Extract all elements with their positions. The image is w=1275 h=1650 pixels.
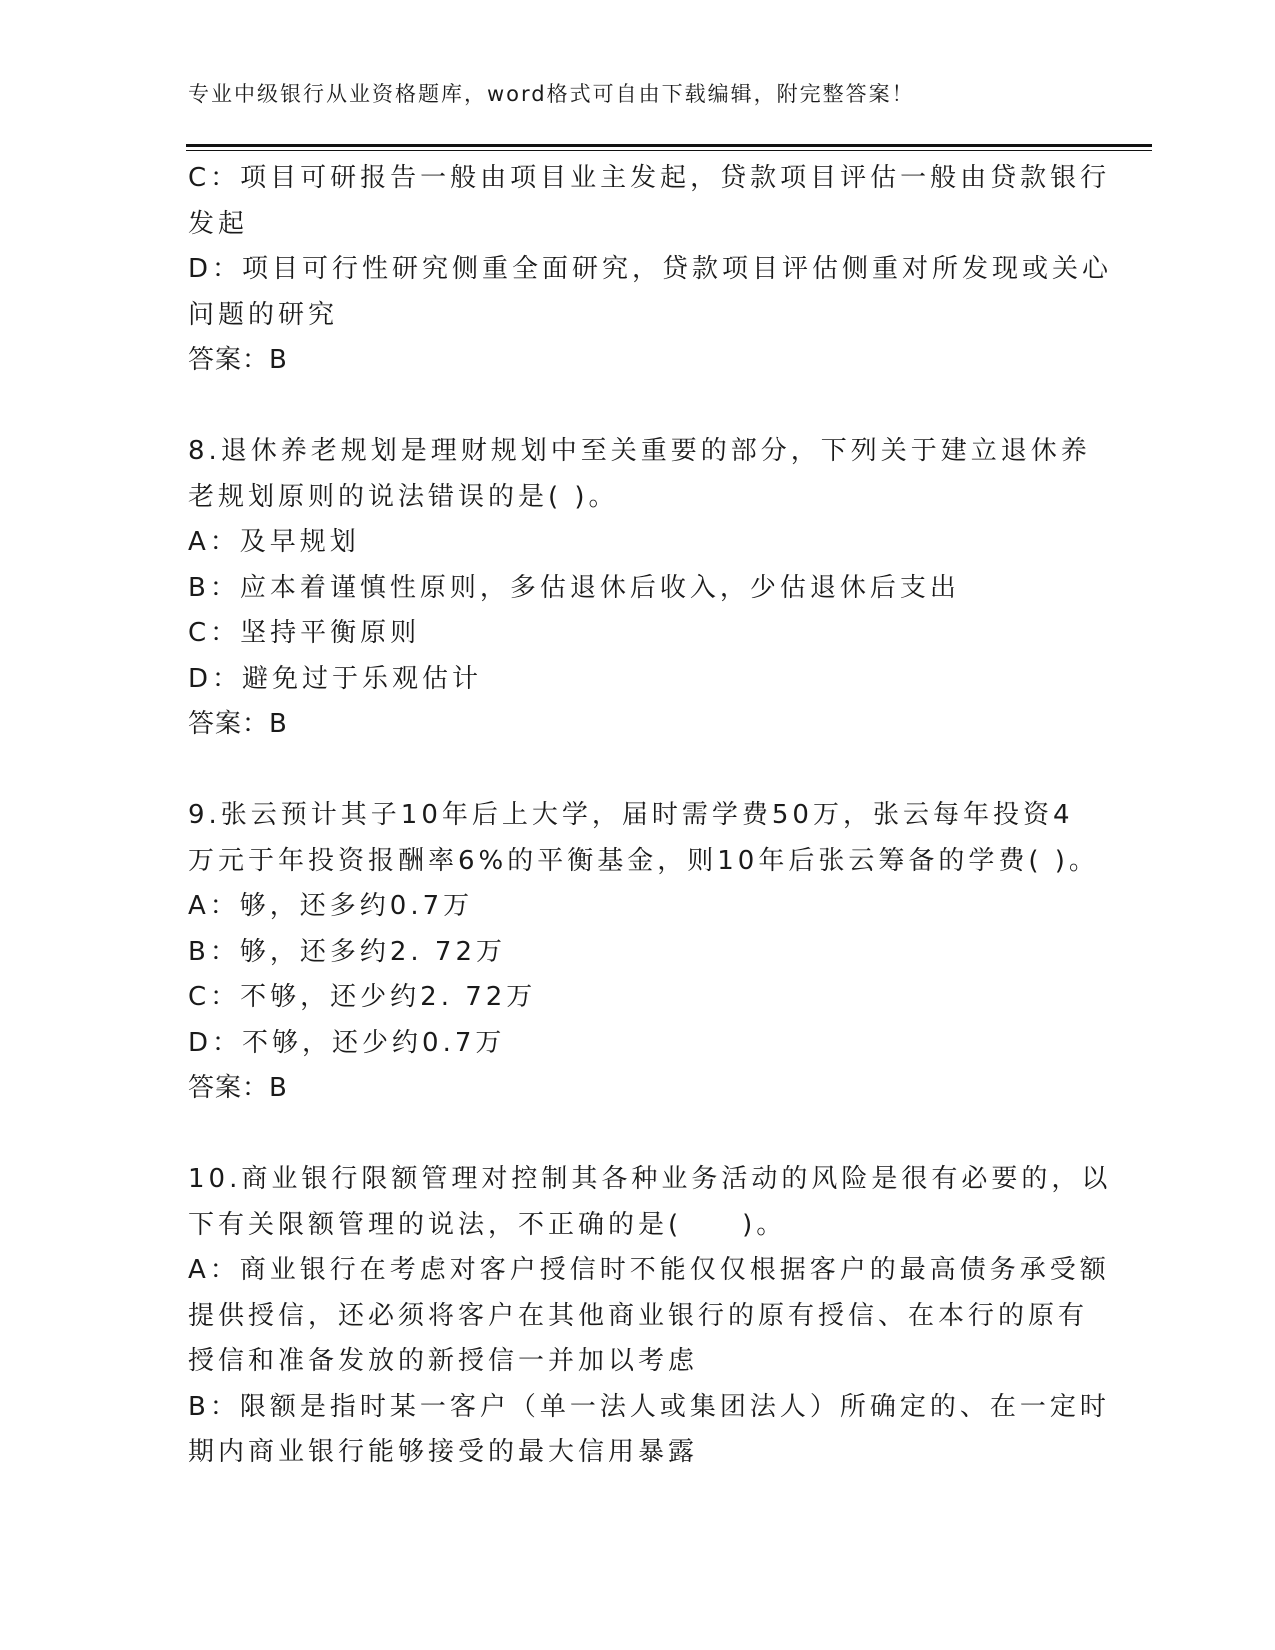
q9-option-d: D：不够，还少约0.7万	[188, 1027, 506, 1058]
q10-option-a-line-1: A：商业银行在考虑对客户授信时不能仅仅根据客户的最高债务承受额	[188, 1255, 1110, 1285]
q10-stem-line-1: 10.商业银行限额管理对控制其各种业务活动的风险是很有必要的，以	[188, 1164, 1112, 1194]
page-header: 专业中级银行从业资格题库，word格式可自由下载编辑，附完整答案！	[188, 82, 915, 106]
q7-option-d-line-1: D：项目可行性研究侧重全面研究，贷款项目评估侧重对所发现或关心	[188, 254, 1113, 284]
q9-answer: 答案：B	[188, 1073, 288, 1103]
q9-option-b: B：够，还多约2. 72万	[188, 936, 506, 967]
q9-stem-line-1: 9.张云预计其子10年后上大学，届时需学费50万，张云每年投资4	[188, 800, 1074, 830]
q7-option-d-line-2: 问题的研究	[188, 299, 339, 330]
q8-option-a: A：及早规划	[188, 527, 360, 557]
q8-option-b: B：应本着谨慎性原则，多估退休后收入，少估退休后支出	[188, 572, 960, 603]
q10-option-b-line-1: B：限额是指时某一客户（单一法人或集团法人）所确定的、在一定时	[188, 1391, 1110, 1422]
q8-answer: 答案：B	[188, 709, 288, 739]
header-rule-thin	[186, 150, 1152, 151]
q9-option-c: C：不够，还少约2. 72万	[188, 982, 537, 1012]
q10-option-a-line-3: 授信和准备发放的新授信一并加以考虑	[188, 1346, 699, 1376]
q10-option-a-line-2: 提供授信，还必须将客户在其他商业银行的原有授信、在本行的原有	[188, 1300, 1089, 1331]
spacer	[188, 748, 1088, 794]
q9-option-a: A：够，还多约0.7万	[188, 891, 474, 921]
document-body	[188, 156, 1113, 1476]
spacer	[188, 384, 1088, 430]
q7-option-c-line-1: C：项目可研报告一般由项目业主发起，贷款项目评估一般由贷款银行	[188, 163, 1111, 193]
q8-stem-line-1: 8.退休养老规划是理财规划中至关重要的部分，下列关于建立退休养	[188, 436, 1091, 466]
q8-stem-line-2: 老规划原则的说法错误的是( )。	[188, 481, 619, 512]
q8-option-c: C：坚持平衡原则	[188, 618, 421, 648]
q10-option-b-line-2: 期内商业银行能够接受的最大信用暴露	[188, 1437, 699, 1467]
q7-answer: 答案：B	[188, 345, 288, 375]
q7-option-c-line-2: 发起	[188, 208, 249, 239]
q9-stem-line-2: 万元于年投资报酬率6%的平衡基金，则10年后张云筹备的学费( )。	[188, 845, 1099, 876]
header-rule-thick	[186, 144, 1152, 147]
q8-option-d: D：避免过于乐观估计	[188, 663, 483, 694]
q10-stem-line-2: 下有关限额管理的说法，不正确的是( )。	[188, 1209, 787, 1240]
spacer	[188, 1112, 1088, 1158]
